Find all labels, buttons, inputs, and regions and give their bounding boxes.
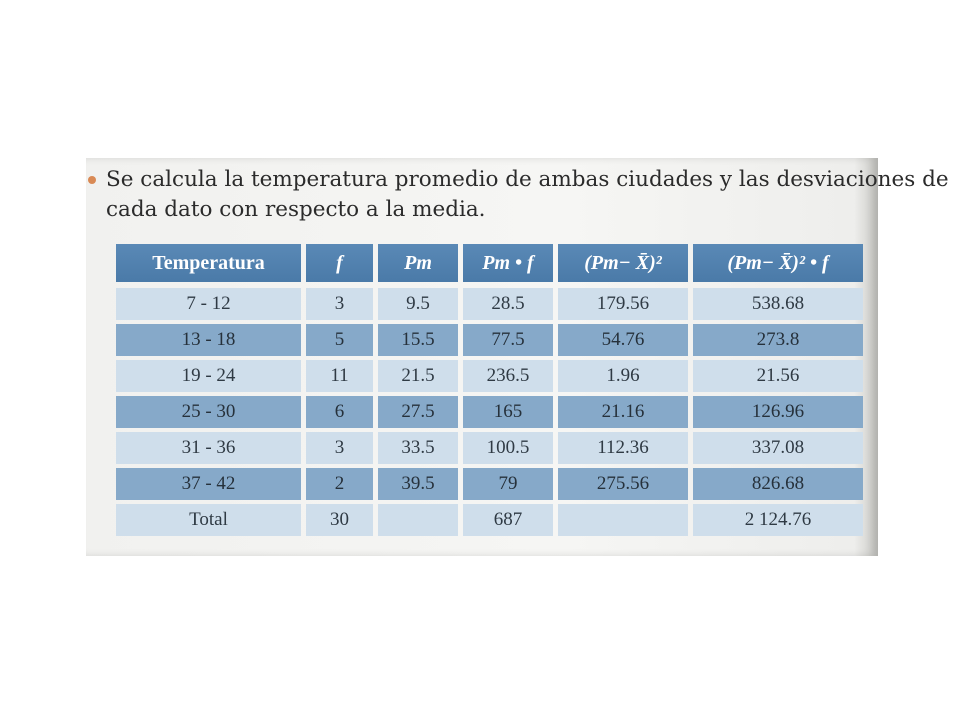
intro-line-1: Se calcula la temperatura promedio de ambas ciudades y las desviaciones de — [106, 167, 949, 192]
cell-pm-f: 236.5 — [463, 360, 553, 392]
cell-deviation-squared: 112.36 — [558, 432, 688, 464]
intro-paragraph — [88, 165, 949, 225]
cell-pm: 9.5 — [378, 288, 458, 320]
cell-deviation-squared: 21.16 — [558, 396, 688, 428]
cell-deviation-squared: 54.76 — [558, 324, 688, 356]
cell-deviation-squared-f: 21.56 — [693, 360, 863, 392]
cell-interval: 25 - 30 — [116, 396, 301, 428]
header-deviation-squared-f: (Pm− X̄)² • f — [693, 244, 863, 282]
cell-pm: 21.5 — [378, 360, 458, 392]
cell-pm-f: 100.5 — [463, 432, 553, 464]
cell-interval: 19 - 24 — [116, 360, 301, 392]
cell-total-pm-f: 687 — [463, 504, 553, 536]
header-pm: Pm — [378, 244, 458, 282]
cell-pm-f: 79 — [463, 468, 553, 500]
cell-deviation-squared: 1.96 — [558, 360, 688, 392]
header-f: f — [306, 244, 373, 282]
header-deviation-squared: (Pm− X̄)² — [558, 244, 688, 282]
cell-interval: 37 - 42 — [116, 468, 301, 500]
cell-f: 6 — [306, 396, 373, 428]
cell-deviation-squared: 275.56 — [558, 468, 688, 500]
cell-pm-f: 28.5 — [463, 288, 553, 320]
cell-interval: 7 - 12 — [116, 288, 301, 320]
cell-f: 2 — [306, 468, 373, 500]
cell-deviation-squared-f: 826.68 — [693, 468, 863, 500]
bullet-icon — [88, 176, 96, 184]
cell-total-deviation-squared — [558, 504, 688, 536]
cell-pm: 33.5 — [378, 432, 458, 464]
cell-pm: 39.5 — [378, 468, 458, 500]
cell-pm: 27.5 — [378, 396, 458, 428]
cell-total-deviation-squared-f: 2 124.76 — [693, 504, 863, 536]
header-pm-f: Pm • f — [463, 244, 553, 282]
cell-interval: 13 - 18 — [116, 324, 301, 356]
cell-total-f: 30 — [306, 504, 373, 536]
cell-f: 5 — [306, 324, 373, 356]
cell-deviation-squared-f: 273.8 — [693, 324, 863, 356]
cell-f: 3 — [306, 288, 373, 320]
cell-deviation-squared-f: 538.68 — [693, 288, 863, 320]
cell-total-pm — [378, 504, 458, 536]
cell-pm-f: 77.5 — [463, 324, 553, 356]
cell-deviation-squared: 179.56 — [558, 288, 688, 320]
cell-pm: 15.5 — [378, 324, 458, 356]
cell-interval: 31 - 36 — [116, 432, 301, 464]
cell-total-label: Total — [116, 504, 301, 536]
cell-deviation-squared-f: 126.96 — [693, 396, 863, 428]
header-temperatura: Temperatura — [116, 244, 301, 282]
intro-line-2: cada dato con respecto a la media. — [106, 197, 486, 222]
cell-pm-f: 165 — [463, 396, 553, 428]
cell-f: 3 — [306, 432, 373, 464]
cell-f: 11 — [306, 360, 373, 392]
cell-deviation-squared-f: 337.08 — [693, 432, 863, 464]
